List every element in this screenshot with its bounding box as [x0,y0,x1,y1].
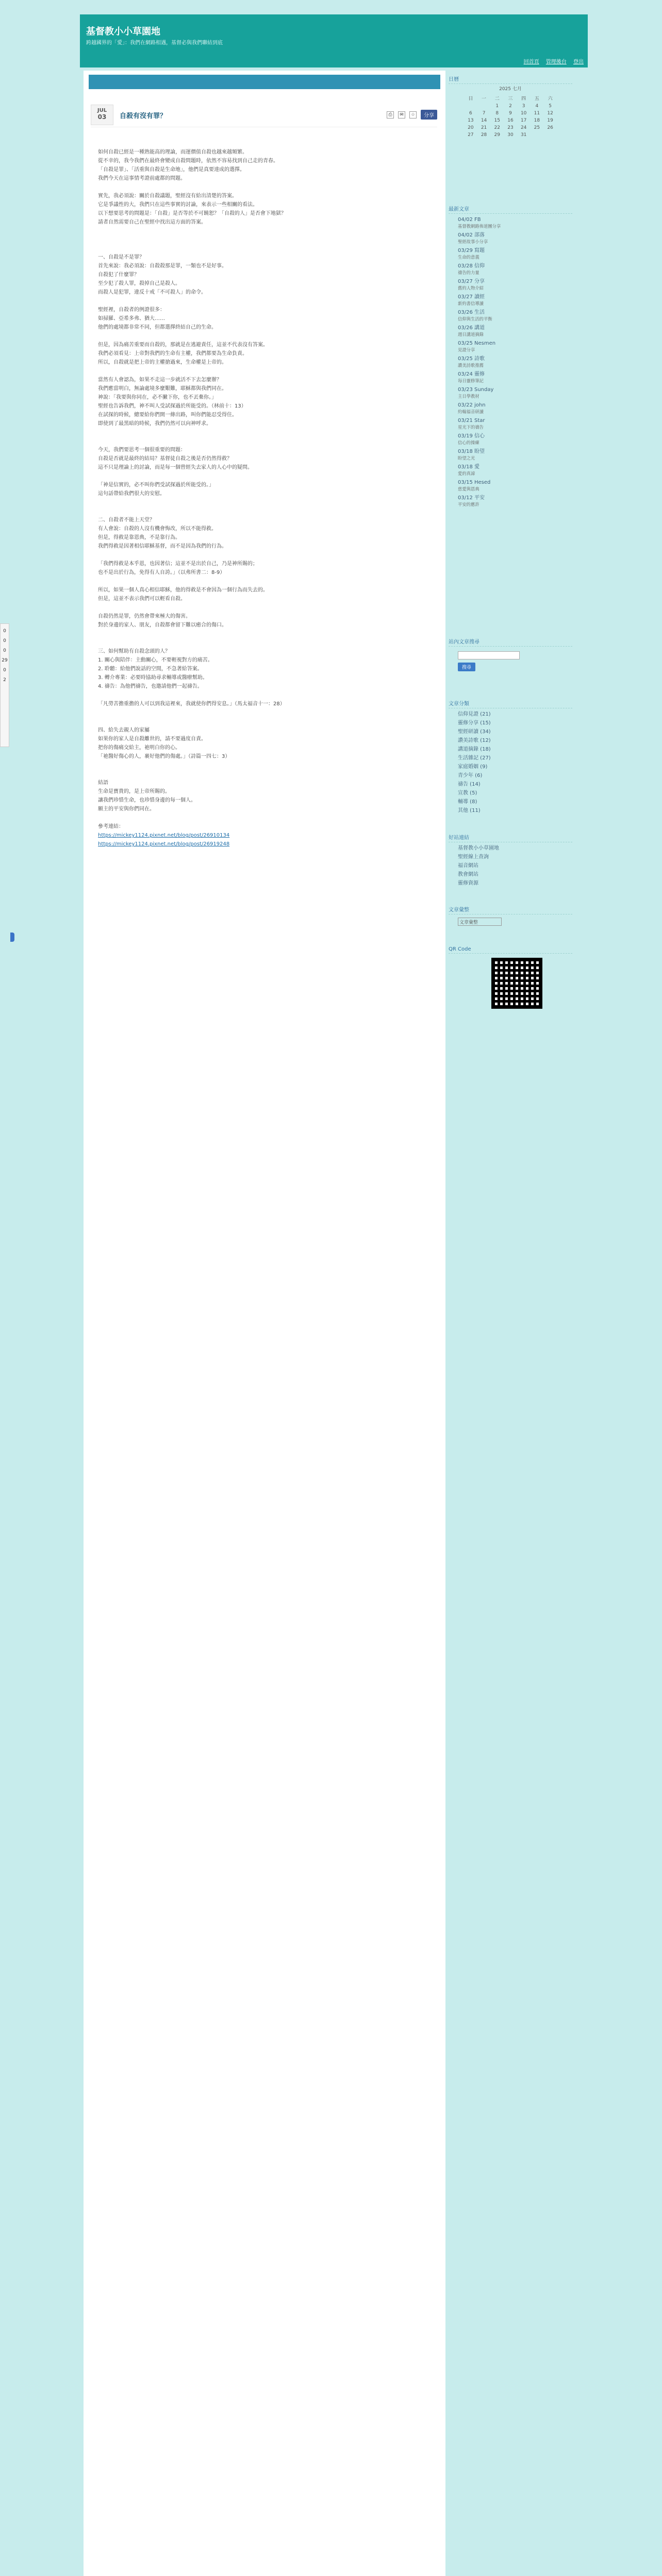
friend-link[interactable]: 福音網站 [458,863,478,869]
calendar-day[interactable]: 2 [509,104,512,109]
recent-post-title[interactable]: 平安的應許 [458,502,479,507]
content-line [98,691,428,700]
category-item[interactable]: 家庭婚姻 (9) [458,764,488,770]
post-title[interactable]: 自殺有沒有罪？ [120,112,167,120]
recent-post-date: 03/22 john [458,402,486,408]
calendar-weekday: 六 [548,96,553,101]
calendar-day[interactable]: 15 [494,118,500,123]
calendar-day[interactable]: 11 [534,111,540,116]
recent-post-title[interactable]: 盼望之光 [458,455,475,461]
recent-post-item[interactable] [449,371,572,384]
calendar-day[interactable]: 23 [507,125,514,130]
recent-post-date: 03/18 盼望 [458,449,485,454]
recent-post-title[interactable]: 週日講道摘錄 [458,332,484,337]
calendar-day[interactable]: 13 [468,118,474,123]
recent-post-date: 03/24 靈修 [458,371,485,377]
calendar-weekday: 二 [494,96,500,101]
recent-post-item[interactable] [449,247,572,261]
content-line: 這不只是理論上的討論，而是每一個曾經失去家人的人心中的疑問。 [98,465,253,470]
content-line: 但是，因為痛苦重要而自殺的，那就是在逃避責任，這並不代表沒有答案。 [98,342,268,348]
calendar-day[interactable]: 26 [547,125,553,130]
content-line: 3. 轉介專業：必要時協助尋求輔導或醫療幫助。 [98,675,208,681]
rail-count[interactable]: 0 [3,629,6,634]
site-title[interactable]: 基督教小小草園地 [86,26,160,37]
content-line: 如掃羅、亞希多弗、猶大…… [98,316,165,321]
calendar-weekday: 一 [482,96,487,101]
recent-post-date: 03/23 Sunday [458,387,494,393]
content-line [98,717,428,726]
archive-select[interactable]: 文章彙整 [458,918,502,926]
content-line: 結語 [98,780,108,786]
category-title: 文章分類 [449,699,572,708]
content-line [98,849,428,857]
content-line: 「神是信實的，必不叫你們受試探過於所能受的。」 [98,482,214,488]
calendar-day[interactable]: 4 [535,104,539,109]
content-line: 以下想要思考的問題是：「自殺」是否等於不可饒恕？「自殺的人」是否會下地獄？ [98,211,286,216]
recent-post-item[interactable] [449,294,572,307]
content-line: 我們今天在這事情考證前處都的問題。 [98,176,186,181]
admin-link[interactable]: 管理後台 [545,59,567,65]
content-line: 願主的平安與你們同在。 [98,806,155,812]
content-line: 4. 禱告：為他們禱告，也邀請他們一起禱告。 [98,684,203,689]
collapse-arrow-icon[interactable] [10,933,14,942]
recent-post-item[interactable] [449,433,572,446]
recent-post-title[interactable]: 愛的真諦 [458,471,475,476]
recent-post-item[interactable] [449,417,572,431]
recent-post-item[interactable] [449,263,572,276]
content-line: 今天，我們要思考一個很重要的問題： [98,447,186,453]
calendar-day[interactable]: 21 [481,125,487,130]
post-header [91,105,437,127]
calendar-day[interactable]: 28 [481,132,487,138]
content-line [98,630,428,638]
recent-post-item[interactable] [449,309,572,323]
content-line [98,551,428,560]
recent-post-title[interactable]: 信仰與生活的平衡 [458,316,492,321]
sidebar [449,71,575,2576]
category-item[interactable]: 聖經研讀 (34) [458,729,491,735]
recent-post-title[interactable]: 禱告的力量 [458,270,479,275]
content-line: 三、如何幫助有自殺念頭的人？ [98,649,170,654]
post-day: 03 [97,113,107,121]
calendar [464,85,557,139]
content-line: 在試探的時候，總要給你們開一條出路，叫你們能忍受得住。 [98,412,237,418]
main-column [84,71,445,2576]
content-line [98,244,428,253]
content-line: 當然有人會認為，如果不走這一步就活不下去怎麼辦？ [98,377,222,383]
content-line: 聖經也告訴我們，神不叫人受試探過於所能受的。（林前十：13） [98,403,246,409]
recent-post-date: 04/02 部落 [458,232,485,238]
content-line [98,472,428,481]
mail-icon[interactable]: ✉ [398,111,405,118]
content-line: 實先，我必須說：關於自殺議題，聖經沒有給出清楚的答案。 [98,193,237,199]
category-item[interactable]: 青少年 (6) [458,773,483,778]
content-line: 我們得救是因著相信耶穌基督，而不是因為我們的行為。 [98,544,227,549]
calendar-day[interactable]: 24 [520,125,527,130]
home-link[interactable]: 回首頁 [523,59,539,65]
print-icon[interactable]: ⎙ [387,111,394,118]
content-line: 聖經裡，自殺者的例證很多： [98,307,165,313]
calendar-day[interactable]: 18 [534,118,540,123]
friend-link[interactable]: 教會網站 [458,872,478,877]
content-line: 有人會說：自殺的人沒有機會悔改，所以不能得救。 [98,526,217,532]
calendar-day[interactable]: 30 [507,132,514,138]
qr-code-image [492,959,541,1008]
rail-count[interactable]: 29 [2,658,8,663]
calendar-weekday: 五 [534,96,539,101]
rail-count[interactable]: 0 [3,648,6,653]
content-line: 至少犯了殺人罪，殺掉自己是殺人。 [98,281,180,286]
category-block [449,699,572,816]
content-line: 從不幸的，我今我們在最終會變成自殺問題時，依然不容易找到自己走的青春。 [98,158,278,164]
calendar-day [543,131,557,139]
post-date [91,105,113,125]
content-line: 但是，這並不表示我們可以輕看自殺。 [98,596,186,602]
recent-post-date: 03/29 寫題 [458,248,485,253]
content-line: 自殺是否就是最終的結局？基督徒自殺之後是否仍然得救？ [98,456,232,462]
calendar-day[interactable]: 31 [520,132,527,138]
recent-post-date: 03/28 信仰 [458,263,485,269]
rail-count[interactable]: 0 [3,668,6,673]
recent-post-date: 03/26 生活 [458,310,485,315]
calendar-day[interactable]: 20 [468,125,474,130]
calendar-day[interactable]: 29 [494,132,500,138]
category-item[interactable]: 輔導 (8) [458,799,477,805]
recent-post-item[interactable] [449,325,572,338]
recent-post-title[interactable]: 每日靈修筆記 [458,378,484,383]
content-line: 所以，自殺就是把上帝的主權搶過來，生命權是上帝的。 [98,360,227,365]
friend-link[interactable]: 基督教小小草園地 [458,845,499,851]
search-button[interactable]: 搜尋 [458,663,475,671]
content-line [98,814,428,822]
calendar-weekday: 三 [508,96,513,101]
content-line [98,577,428,586]
content-line [98,183,428,192]
recent-post-item[interactable] [449,402,572,415]
content-line [98,235,428,244]
content-line: 而殺人是犯罪，違反十戒「不可殺人」的命令。 [98,290,206,295]
content-line [98,297,428,306]
content-line: 也不是出於行為，免得有人自誇。」（以弗所書二：8-9） [98,570,225,575]
calendar-day[interactable]: 9 [509,111,512,116]
recent-post-date: 03/26 講道 [458,325,485,331]
content-line: 一、自殺是不是罪？ [98,255,144,260]
calendar-weekday: 日 [468,96,473,101]
recent-post-date: 03/25 Nesmen [458,341,496,346]
content-line [98,507,428,516]
recent-post-item[interactable] [449,479,572,493]
content-line: 「自殺是罪」、「活重與自殺是生命地」，他們是真要達成的選擇。 [98,167,245,173]
recent-post-title[interactable]: 星光下的禱告 [458,425,484,430]
content-line: 自殺犯了什麼罪？ [98,272,139,278]
calendar-day[interactable]: 6 [469,111,472,116]
content-line: 「我們得救是本乎恩，也因著信；這並不是出於自己，乃是神所賜的； [98,561,258,567]
calendar-day [531,131,544,139]
recent-post-date: 03/21 Star [458,418,485,423]
category-item[interactable]: 其他 (11) [458,808,481,814]
calendar-day[interactable]: 19 [547,118,553,123]
calendar-day [477,103,491,110]
content-line: 神說：「我要與你同在，必不撇下你，也不丟棄你。」 [98,395,217,400]
recent-post-item[interactable] [449,232,572,245]
content-line: 他們的處境都非常不同，但都選擇終結自己的生命。 [98,325,217,330]
recent-post-date: 03/27 讀經 [458,294,485,300]
friend-link[interactable]: 聖經線上查詢 [458,854,489,860]
site-header [0,0,662,67]
content-line: 對於身邊的家人、朋友，自殺都會留下難以癒合的傷口。 [98,622,227,628]
post-topbar [89,75,440,89]
calendar-day[interactable]: 3 [522,104,525,109]
calendar-day [464,103,477,110]
category-item[interactable]: 宣教 (5) [458,790,477,796]
qr-title: QR Code [449,946,572,954]
content-line: 「祂醫好傷心的人，裹好他們的傷處。」（詩篇一四七：3） [98,754,230,759]
recent-title: 最新文章 [449,205,572,214]
links-block [449,833,572,889]
category-item[interactable]: 信仰見證 (21) [458,711,491,717]
site-description: 跨越國界的「愛」：我們在網路相遇，基督必與我們聯結到底 [86,40,223,46]
links-title: 好站連結 [449,833,572,842]
content-line [98,428,428,437]
content-line: 自殺仍然是罪，仍然會帶來極大的傷害。 [98,614,191,619]
recent-post-item[interactable] [449,386,572,400]
content-line: 生命是寶貴的，是上帝所賜的。 [98,789,170,794]
calendar-day[interactable]: 25 [534,125,540,130]
content-line [98,603,428,612]
calendar-day[interactable]: 12 [547,111,553,116]
recent-post-date: 03/18 愛 [458,464,479,470]
recent-post-title[interactable]: 見證分享 [458,347,475,352]
content-line [98,332,428,341]
content-line: 這句話帶給我們很大的安慰。 [98,491,165,497]
content-line: 我們應當明白，無論處境多麼艱難，耶穌都與我們同在。 [98,386,227,392]
recent-post-title[interactable]: 慈愛與恩典 [458,486,479,492]
calendar-title: 日曆 [449,75,572,84]
recent-post-title[interactable]: 聖經故事小分享 [458,239,488,244]
logout-link[interactable]: 登出 [573,59,584,65]
content-line: 四、給失去親人的家屬 [98,727,150,733]
calendar-day[interactable]: 14 [481,118,487,123]
category-item[interactable]: 生活雜記 (27) [458,755,491,761]
search-block [449,637,572,671]
calendar-day[interactable]: 17 [520,118,527,123]
post-content [98,148,428,857]
calendar-day[interactable]: 16 [507,118,514,123]
recent-posts-block [449,205,572,510]
header-links [519,57,584,65]
qr-block [449,946,572,1008]
content-line: 1. 關心與陪伴：主動關心，不要輕視對方的痛苦。 [98,657,213,663]
content-line: 首先來說：我必須說：自殺殺那是罪，一類也不是好事。 [98,263,227,269]
reference-link[interactable] [98,840,428,849]
content-line: 讓我們珍惜生命，也珍惜身邊的每一個人。 [98,798,196,803]
reference-link-text[interactable]: https://mickey1124.pixnet.net/blog/post/26919248 [98,841,230,847]
content-line: 2. 聆聽：給他們說話的空間，不急著給答案。 [98,666,203,672]
post-month: JUL [97,108,107,113]
calendar-day[interactable]: 1 [495,104,499,109]
share-rail [0,623,9,747]
content-line: 「凡勞苦擔重擔的人可以到我這裡來，我就使你們得安息。」（馬太福音十一：28） [98,701,285,707]
recent-post-date: 03/15 Hesed [458,480,491,485]
content-line: 把你的傷痛交給主，祂明白你的心。 [98,745,180,751]
content-line: 請者自然需要自己在聖經中找出這方面的答案。 [98,219,206,225]
category-item[interactable]: 講道摘錄 (18) [458,747,491,752]
content-line [98,708,428,717]
calendar-day[interactable]: 10 [520,111,527,116]
rail-count[interactable]: 2 [3,677,6,683]
recent-post-item[interactable] [449,216,572,230]
content-line [98,770,428,778]
calendar-day[interactable]: 8 [495,111,499,116]
rail-count[interactable]: 0 [3,638,6,643]
recent-post-date: 03/12 平安 [458,495,485,501]
calendar-day[interactable]: 27 [468,132,474,138]
content-line: 即使到了最黑暗的時候，我們仍然可以向神呼求。 [98,421,211,427]
reference-link-text[interactable]: https://mickey1124.pixnet.net/blog/post/26910134 [98,833,230,838]
category-item[interactable]: 讚美詩歌 (12) [458,738,491,743]
content-line [98,761,428,770]
friend-link[interactable]: 靈修資源 [458,880,478,886]
recent-post-title[interactable]: 信心的操練 [458,440,479,445]
recent-post-date: 03/27 分享 [458,279,485,284]
recent-post-item[interactable] [449,355,572,369]
recent-post-date: 03/25 詩歌 [458,356,485,362]
content-line [98,498,428,507]
recent-post-item[interactable] [449,495,572,508]
recent-post-date: 04/02 FB [458,217,481,223]
bookmark-icon[interactable]: ☆ [409,111,417,118]
content-line [98,638,428,647]
content-line: 我們必須看見：上帝對我們的生命有主權，我們都要為生命負責。 [98,351,247,357]
calendar-month: 2025 七月 [499,87,522,92]
category-item[interactable]: 靈修分享 (15) [458,720,491,726]
content-line: 二、自殺者不能上天堂？ [98,517,155,523]
content-line: 如何自殺已經是一種熟能高的理論，而運價值自殺也越來越頻繁。 [98,149,247,155]
recent-post-item[interactable] [449,448,572,462]
search-title: 站內文章搜尋 [449,637,572,647]
recent-post-title[interactable]: 讚美詩歌推薦 [458,363,484,368]
calendar-weekday: 四 [521,96,526,101]
content-line: 它是爭議性的大，我們只在這些事實的討論，來表示一些相關的看法。 [98,202,258,208]
recent-post-date: 03/19 信心 [458,433,485,439]
content-line [98,437,428,446]
content-line: 所以，如果一個人真心相信耶穌，他的得救是不會因為一個行為而失去的。 [98,587,268,593]
content-line [98,227,428,235]
archive-title: 文章彙整 [449,905,572,914]
calendar-day[interactable]: 7 [482,111,486,116]
calendar-day[interactable]: 5 [549,104,552,109]
category-item[interactable]: 禱告 (14) [458,782,481,787]
search-input[interactable] [458,651,520,659]
recent-post-title[interactable]: 舊約人物介紹 [458,285,484,291]
calendar-day[interactable]: 22 [494,125,500,130]
content-line: 參考連結： [98,824,124,829]
content-line: 但是，得救是靠恩典，不是靠行為。 [98,535,180,540]
recent-post-item[interactable] [449,464,572,477]
share-button[interactable]: 分享 [421,110,437,120]
archive-block [449,905,572,926]
content-line: 如果你的家人是自殺離世的，請不要過度自責。 [98,736,206,742]
post-tools [387,110,437,120]
recent-post-title[interactable]: 基督教網路佈道團分享 [458,224,501,229]
recent-post-title[interactable]: 新約書信導讀 [458,301,484,306]
recent-post-title[interactable]: 生命的意義 [458,255,479,260]
recent-post-title[interactable]: 約翰福音研讀 [458,409,484,414]
recent-post-title[interactable]: 主日學教材 [458,394,479,399]
recent-post-item[interactable] [449,340,572,353]
reference-link[interactable] [98,831,428,840]
content-line [98,367,428,376]
recent-post-item[interactable] [449,278,572,292]
